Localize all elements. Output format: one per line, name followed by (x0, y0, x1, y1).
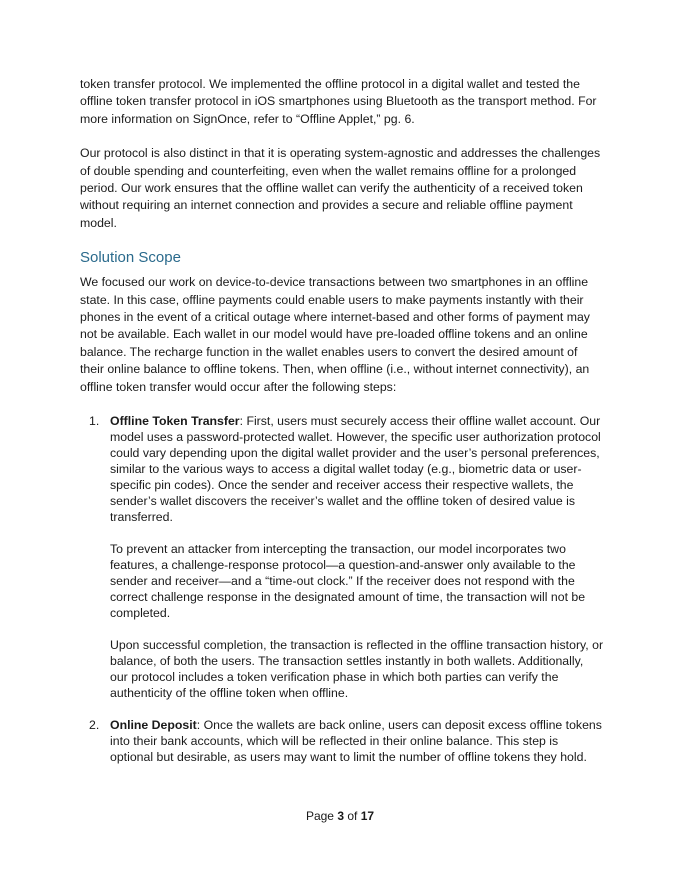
step-paragraph (110, 717, 604, 765)
section-heading: Solution Scope (80, 249, 181, 267)
total-page-number: 17 (360, 809, 375, 823)
step-subparagraph: Upon successful completion, the transaction is reflected in the offline transaction history, or balance, of both the users. The transaction settles instantly in both wallets. Additionally, our protocol includes a token verification phase in which both parties can verify the authenticity of the offline token when offline. (110, 638, 604, 701)
step-text: : Once the wallets are back online, users can deposit excess offline tokens into their bank accounts, which will be reflected in their online balance. This step is optional but desirable, as users may want to limit the number of offline tokens they hold. (110, 718, 602, 765)
section-intro: We focused our work on device-to-device transactions between two smartphones in an offline state. In this case, offline payments could enable users to make payments instantly with their phones in the event of a critical outage where internet-based and other forms of payment may not be available. Each wallet in our model would have pre-loaded offline tokens and an online balance. The recharge function in the wallet enables users to convert the desired amount of their online balance to offline tokens. Then, when offline (i.e., without internet connectivity), an offline token transfer would occur after the following steps: (80, 275, 590, 394)
document-page (80, 76, 604, 781)
current-page-number: 3 (337, 809, 344, 823)
step-title: Online Deposit (110, 718, 197, 733)
page-separator: of (344, 809, 361, 823)
step-paragraph (110, 413, 604, 525)
body-paragraph: token transfer protocol. We implemented the offline protocol in a digital wallet and tested the offline token transfer protocol in iOS smartphones using Bluetooth as the transport method. For more information on SignOnce, refer to “Offline Applet,” pg. 6. (80, 77, 597, 126)
step-title: Offline Token Transfer (110, 414, 240, 429)
step-subparagraph: To prevent an attacker from intercepting the transaction, our model incorporates two features, a challenge-response protocol—a question-and-answer only available to the sender and receiver—and a “time-out clock.” If the receiver does not respond with the correct challenge response in the designated amount of time, the transaction will not be completed. (110, 542, 586, 621)
page-label: Page (305, 809, 338, 823)
list-item (80, 717, 604, 765)
step-text: : First, users must securely access their offline wallet account. Our model uses a password-protected wallet. However, the specific user authorization protocol could vary depending upon the digital wallet provider and the user’s personal preferences, similar to the various ways to access a digital wallet today (e.g., biometric data or user-specific pin codes). Once the sender and receiver access their respective wallets, the sender’s wallet discovers the receiver’s wallet and the offline token of desired value is transferred. (110, 414, 601, 525)
list-item (80, 413, 604, 701)
body-paragraph: Our protocol is also distinct in that it is operating system-agnostic and addresses the challenges of double spending and counterfeiting, even when the wallet remains offline for a prolonged period. Our work ensures that the offline wallet can verify the authenticity of a received token without requiring an internet connection and provides a secure and reliable offline payment model. (80, 146, 601, 230)
list-number: 1. (89, 414, 100, 429)
list-number: 2. (89, 718, 100, 733)
steps-list (80, 413, 604, 765)
page-footer (0, 808, 680, 824)
